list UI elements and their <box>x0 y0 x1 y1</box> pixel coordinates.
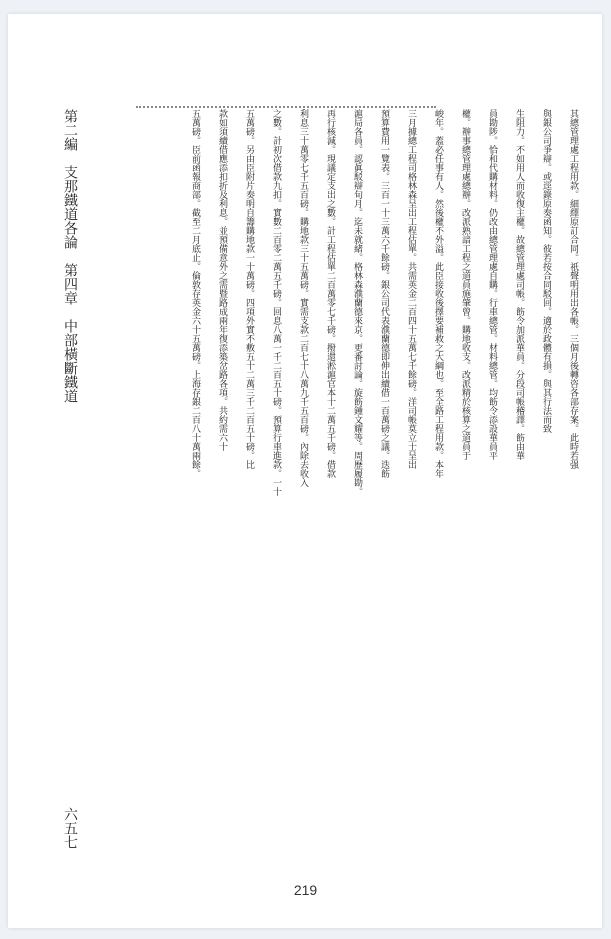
text-column: 生阻力。不如用人而收復主權。故總管理處司帳。飭令加派華員。分段司帳稽譯。飭由華 <box>514 109 524 460</box>
text-column: 其總管理處工程用款。細繹原訂合同。祇聲明用出各帳。三個月後轉咨各部存案。此時若强 <box>568 109 578 469</box>
running-header-title: 第二編 支那鐵道各論 第四章 中部橫斷鐵道 <box>62 109 78 403</box>
text-column: 利息三十萬零七千五百磅。購地款三十五萬磅。實需支款二百七十八萬九千五百磅。內除去收入 <box>298 109 308 487</box>
text-column: 三月據總工程司格林森呈出工程估單。共需英金二百四十五萬七千餘磅。洋司帳莫立士呈出 <box>406 109 416 469</box>
top-decorative-rule <box>136 106 436 108</box>
text-column: 權。辦事總管理處總辦。改派熟諳工程之道員施肇曾。購地收支。改派精於核算之道員于 <box>460 109 470 460</box>
text-column: 預算費用一覽表。三百一十三萬六千餘磅。銀公司代表濮蘭德即伸出續借一百萬磅之議。迭飭 <box>379 109 389 478</box>
vertical-body-text <box>71 109 586 869</box>
page-folio: 219 <box>293 882 318 898</box>
original-page-number: 六五七 <box>62 807 78 849</box>
text-column: 員勘陟。恰和代購材料。仍改由總管理處自購。行車總管。材料總管。均飭令添設華員平 <box>487 109 497 460</box>
text-column: 之數。計初次借款九扣。實數二百零二萬五千磅。回息八萬一千二百五十磅。預算行車進款。一十 <box>271 109 281 496</box>
scanned-page <box>8 14 602 928</box>
text-column: 款如須續借應添扣折及利息。並預備意外之需暨路成兩年復添築岔路各項。共約需六十 <box>217 109 227 451</box>
text-column: 再行核減。現議定支出之數。計工程估單二百萬零七千磅。撥還淞滬官本十二萬五千磅。借款 <box>325 109 335 478</box>
text-column: 滬局各員。認眞駁辯旬月。迄未就緒。格林森濮蘭德來京。更番討論。旋飭鍾文耀等。周歷履勘。 <box>352 109 362 496</box>
text-column: 峻年。蓋必任事有人。然後權不外溢。此臣接收後擇要補救之大綱也。至全路工程用款。本年 <box>433 109 443 478</box>
text-column: 與銀公司爭辯。或逕錄原奏函知。彼若按合同駁回。適於政體有損。與其行法而致 <box>541 109 551 433</box>
running-header <box>56 109 80 849</box>
text-column: 五萬磅。另由臣附片奏明自籌購地款一十萬磅。四項外實不敷五十二萬三千二百五十磅。比 <box>244 109 254 469</box>
text-column: 五萬磅。臣前函報商部。截至二月底止。倫敦存英金六十五萬磅。上海存銀二百八十萬兩餘。 <box>190 109 200 478</box>
